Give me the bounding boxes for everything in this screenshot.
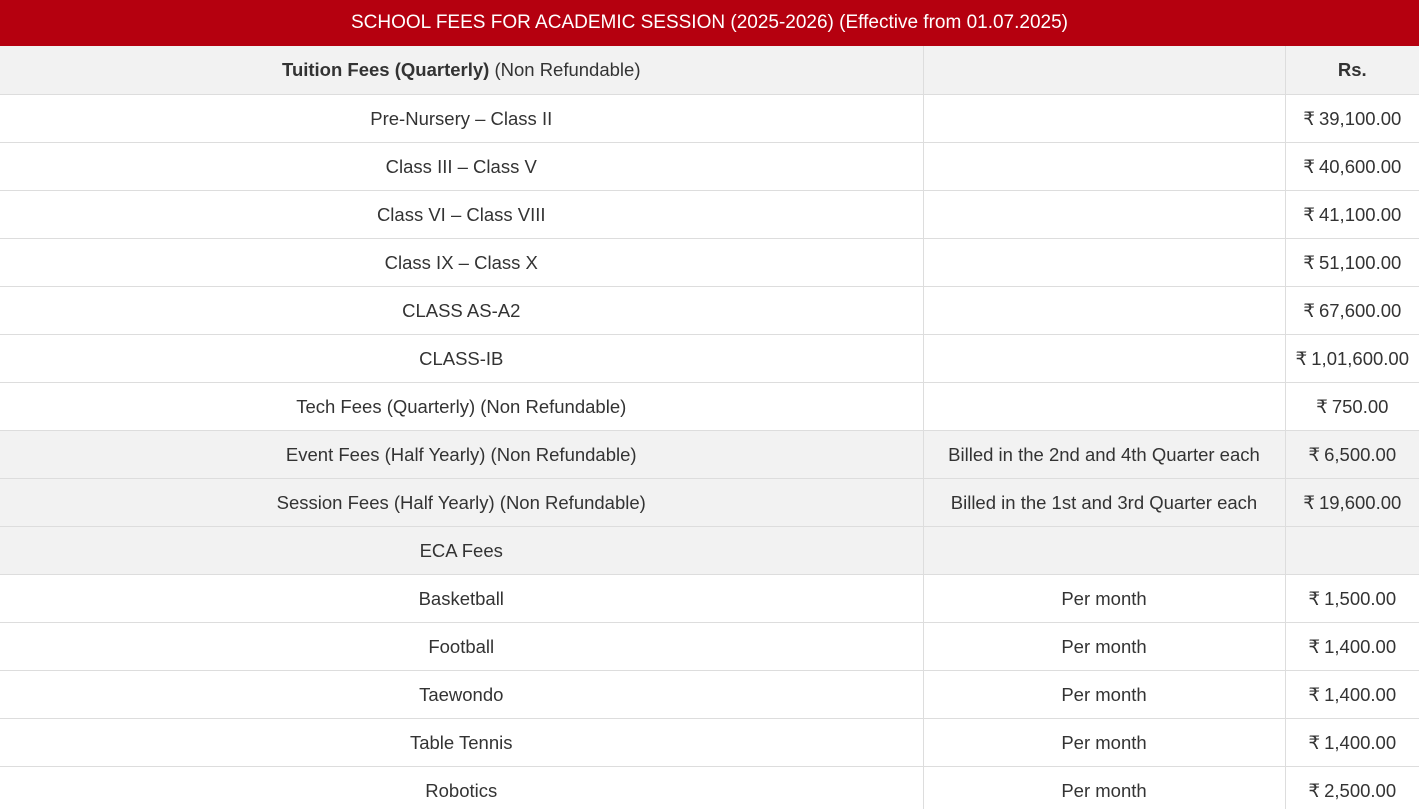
table-row — [0, 623, 1419, 671]
table-row — [0, 479, 1419, 527]
fee-amount-cell — [1285, 623, 1419, 671]
rupee-symbol: ₹ — [1295, 347, 1308, 369]
fees-banner — [0, 0, 1419, 46]
fee-note-cell: Per month — [923, 671, 1285, 719]
fee-note-cell: Billed in the 2nd and 4th Quarter each — [923, 431, 1285, 479]
rupee-symbol: ₹ — [1308, 443, 1321, 465]
fee-note-cell — [923, 287, 1285, 335]
table-row — [0, 719, 1419, 767]
fee-amount-value: 6,500.00 — [1324, 443, 1397, 465]
table-row — [0, 335, 1419, 383]
fee-note-cell: Per month — [923, 623, 1285, 671]
banner-title: SCHOOL FEES FOR ACADEMIC SESSION (2025-2026) (Effective from 01.07.2025) — [351, 12, 1068, 33]
table-row — [0, 383, 1419, 431]
fee-label-cell: Class VI – Class VIII — [0, 191, 923, 239]
rupee-symbol: ₹ — [1308, 635, 1321, 657]
fee-note-cell — [923, 239, 1285, 287]
fee-amount-value: 41,100.00 — [1318, 203, 1402, 225]
header-label-cell — [0, 46, 923, 95]
rupee-symbol: ₹ — [1303, 203, 1315, 225]
fee-amount-cell — [1285, 143, 1419, 191]
fee-amount-cell — [1285, 479, 1419, 527]
fee-label-cell: Table Tennis — [0, 719, 923, 767]
fee-note-cell: Billed in the 1st and 3rd Quarter each — [923, 479, 1285, 527]
fee-label-cell: Robotics — [0, 767, 923, 809]
fees-table-body — [0, 46, 1419, 809]
fee-amount-value: 1,01,600.00 — [1311, 347, 1409, 369]
rupee-symbol: ₹ — [1316, 395, 1328, 417]
fee-amount-cell — [1285, 239, 1419, 287]
fee-amount-cell — [1285, 767, 1419, 809]
fee-amount-value: 40,600.00 — [1318, 155, 1402, 177]
table-row — [0, 767, 1419, 809]
rupee-symbol: ₹ — [1303, 299, 1315, 321]
fee-label-cell: Class IX – Class X — [0, 239, 923, 287]
fee-amount-cell — [1285, 287, 1419, 335]
fee-note-cell — [923, 383, 1285, 431]
fee-amount-cell — [1285, 671, 1419, 719]
header-note-cell — [923, 46, 1285, 95]
fee-amount-value: 750.00 — [1331, 395, 1389, 417]
fee-amount-value: 2,500.00 — [1324, 779, 1397, 801]
header-label-bold: Tuition Fees (Quarterly) — [282, 59, 490, 80]
fee-label-cell: Basketball — [0, 575, 923, 623]
header-amount-cell: Rs. — [1285, 46, 1419, 95]
fee-note-cell — [923, 143, 1285, 191]
fee-note-cell: Per month — [923, 767, 1285, 809]
fee-amount-value: 19,600.00 — [1318, 491, 1402, 513]
fee-amount-value: 39,100.00 — [1318, 107, 1402, 129]
fee-amount-value: 1,500.00 — [1324, 587, 1397, 609]
fee-amount-cell — [1285, 95, 1419, 143]
fee-amount-value: 51,100.00 — [1318, 251, 1402, 273]
fee-amount-cell — [1285, 383, 1419, 431]
fee-label-cell: Tech Fees (Quarterly) (Non Refundable) — [0, 383, 923, 431]
rupee-symbol: ₹ — [1303, 155, 1315, 177]
fee-note-cell — [923, 95, 1285, 143]
fee-note-cell: Per month — [923, 575, 1285, 623]
rupee-symbol: ₹ — [1303, 107, 1315, 129]
table-header-row — [0, 46, 1419, 95]
fee-amount-cell — [1285, 431, 1419, 479]
fee-amount-cell — [1285, 527, 1419, 575]
fee-note-cell: Per month — [923, 719, 1285, 767]
table-row — [0, 575, 1419, 623]
fee-label-cell: Taewondo — [0, 671, 923, 719]
rupee-symbol: ₹ — [1308, 779, 1321, 801]
fee-label-cell: Pre-Nursery – Class II — [0, 95, 923, 143]
rupee-symbol: ₹ — [1303, 491, 1315, 513]
rupee-symbol: ₹ — [1308, 587, 1321, 609]
table-row — [0, 191, 1419, 239]
fee-amount-value: 1,400.00 — [1324, 635, 1397, 657]
fee-label-cell: ECA Fees — [0, 527, 923, 575]
rupee-symbol: ₹ — [1308, 683, 1321, 705]
fee-label-cell: Event Fees (Half Yearly) (Non Refundable) — [0, 431, 923, 479]
header-label-rest: (Non Refundable) — [489, 59, 641, 80]
table-row — [0, 239, 1419, 287]
table-row — [0, 671, 1419, 719]
fee-note-cell — [923, 191, 1285, 239]
fee-amount-cell — [1285, 191, 1419, 239]
fee-amount-cell — [1285, 335, 1419, 383]
rupee-symbol: ₹ — [1308, 731, 1321, 753]
fee-amount-value: 1,400.00 — [1324, 731, 1397, 753]
fee-amount-cell — [1285, 719, 1419, 767]
table-row — [0, 527, 1419, 575]
fee-note-cell — [923, 335, 1285, 383]
fee-note-cell — [923, 527, 1285, 575]
fee-label-cell: CLASS-IB — [0, 335, 923, 383]
fee-amount-value: 1,400.00 — [1324, 683, 1397, 705]
fee-label-cell: Session Fees (Half Yearly) (Non Refundable) — [0, 479, 923, 527]
fee-label-cell: Class III – Class V — [0, 143, 923, 191]
table-row — [0, 431, 1419, 479]
fees-table — [0, 46, 1419, 809]
fee-label-cell: CLASS AS-A2 — [0, 287, 923, 335]
table-row — [0, 287, 1419, 335]
rupee-symbol: ₹ — [1303, 251, 1315, 273]
fee-amount-value: 67,600.00 — [1318, 299, 1402, 321]
table-row — [0, 95, 1419, 143]
fee-label-cell: Football — [0, 623, 923, 671]
fee-amount-cell — [1285, 575, 1419, 623]
table-row — [0, 143, 1419, 191]
